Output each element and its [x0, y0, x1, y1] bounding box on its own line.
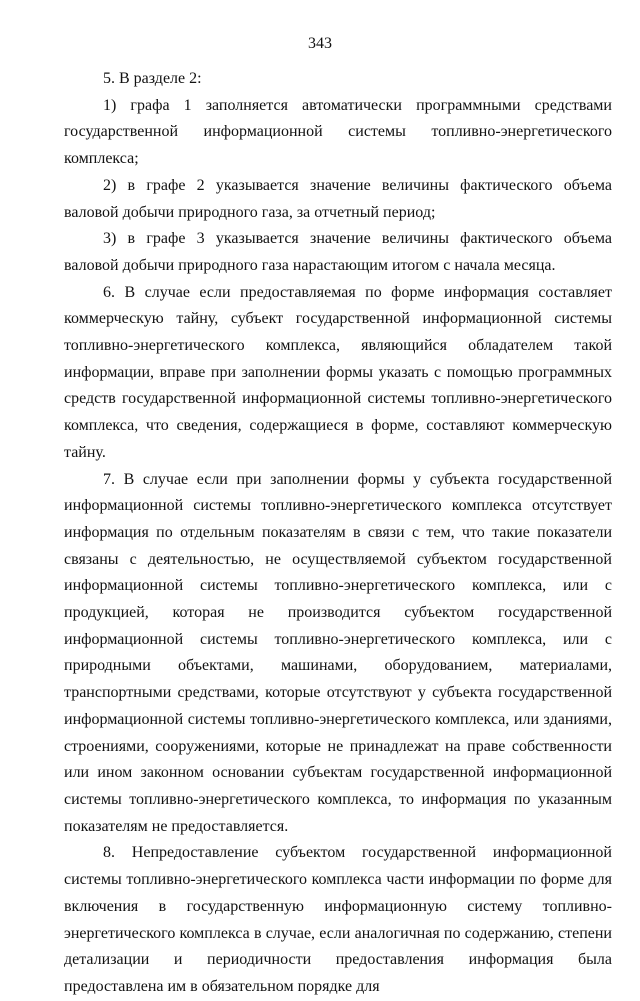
paragraph-clause-7: 7. В случае если при заполнении формы у субъекта государственной информационной системы топливно-энергетического комплекса отсутствует информация по отдельным показателям в связи с тем, что такие показатели связаны с деятельностью, не осуществляемой субъектом государственной информационной системы топливно-энергетического комплекса, или с продукцией, которая не производится субъектом государственной информационной системы топливно-энергетического комплекса, или с природными объектами, машинами, оборудованием, материалами, транспортными средствами, которые отсутствуют у субъекта государственной информационной системы топливно-энергетического комплекса, или зданиями, строениями, сооружениями, которые не принадлежат на праве собственности или ином законном основании субъектам государственной информационной системы топливно-энергетического комплекса, то информация по указанным показателям не предоставляется. — [64, 470, 612, 835]
paragraph-clause-6: 6. В случае если предоставляемая по форме информация составляет коммерческую тайну, субъект государственной информационной системы топливно-энергетического комплекса, являющийся обладателем такой информации, вправе при заполнении формы указать с помощью программных средств государственной информационной системы топливно-энергетического комплекса, что сведения, содержащиеся в форме, составляют коммерческую тайну. — [64, 283, 612, 461]
document-body — [64, 66, 612, 1001]
page-number: 343 — [308, 35, 332, 52]
paragraph-item-2: 2) в графе 2 указывается значение величины фактического объема валовой добычи природного газа, за отчетный период; — [64, 176, 612, 221]
paragraph-section-2-heading: 5. В разделе 2: — [103, 70, 202, 87]
paragraph-clause-8: 8. Непредоставление субъектом государственной информационной системы топливно-энергетического комплекса части информации по форме для включения в государственную информационную систему топливно-энергетического комплекса в случае, если аналогичная по содержанию, степени детализации и периодичности предоставления информация была предоставлена им в обязательном порядке для — [64, 844, 612, 995]
paragraph-item-3: 3) в графе 3 указывается значение величины фактического объема валовой добычи природного газа нарастающим итогом с начала месяца. — [64, 230, 612, 274]
paragraph-item-1: 1) графа 1 заполняется автоматически программными средствами государственной информационной системы топливно-энергетического комплекса; — [64, 96, 612, 168]
